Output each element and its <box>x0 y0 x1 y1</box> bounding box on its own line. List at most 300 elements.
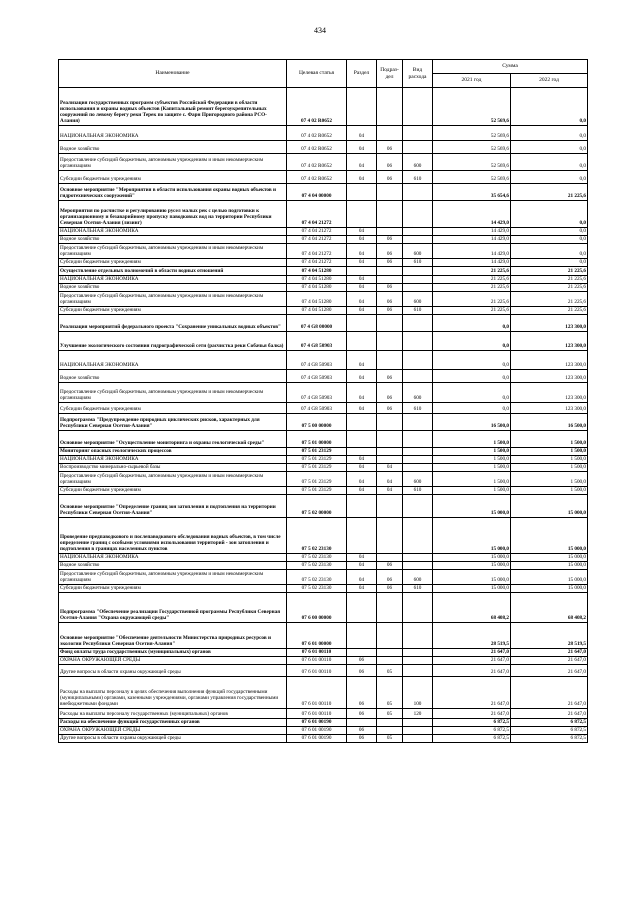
row-2022-cell: 21 647,0 <box>511 709 588 719</box>
row-2022-cell: 0,0 <box>511 154 588 171</box>
row-name-cell: НАЦИОНАЛЬНАЯ ЭКОНОМИКА <box>59 554 287 562</box>
row-2022-cell: 21 225,6 <box>511 267 588 276</box>
row-target-cell: 07 4 04 51280 <box>287 307 347 315</box>
row-2021-cell: 15 000,0 <box>433 562 511 570</box>
row-name-cell: Подпрограмма "Предупреждение природных циклических рисков, характерных для Республики Северная Осетия-Алания" <box>59 414 287 431</box>
row-target-cell: 07 6 01 00000 <box>287 623 347 649</box>
row-target-cell: 07 5 02 23130 <box>287 585 347 593</box>
row-name-cell: Подпрограмма "Обеспечение реализации Государственной программы Республики Северная Осетия-Алания "Охрана окружающей среды" <box>59 593 287 623</box>
row-2021-cell: 52 569,6 <box>433 126 511 141</box>
row-subsection-cell <box>377 593 403 623</box>
row-target-cell: 07 5 02 00000 <box>287 495 347 518</box>
row-type-cell <box>403 315 433 332</box>
row-section-cell: 04 <box>347 244 377 259</box>
row-2021-cell: 21 225,6 <box>433 276 511 284</box>
row-2021-cell: 21 647,0 <box>433 709 511 719</box>
row-target-cell: 07 5 01 23129 <box>287 472 347 487</box>
row-subsection-cell <box>377 623 403 649</box>
row-subsection-cell: 04 <box>377 464 403 472</box>
table-row <box>59 727 588 735</box>
row-subsection-cell: 06 <box>377 259 403 267</box>
row-2022-cell: 0,0 <box>511 171 588 184</box>
row-2021-cell: 1 500,0 <box>433 431 511 448</box>
row-type-cell: 610 <box>403 585 433 593</box>
table-row <box>59 236 588 244</box>
row-section-cell: 06 <box>347 709 377 719</box>
row-2022-cell: 6 872,5 <box>511 727 588 735</box>
table-row <box>59 677 588 709</box>
row-2021-cell: 15 000,0 <box>433 554 511 562</box>
row-section-cell: 04 <box>347 259 377 267</box>
row-name-cell: Предоставление субсидий бюджетным, автономным учреждениям и иным некоммерческим организациям <box>59 472 287 487</box>
row-name-cell: НАЦИОНАЛЬНАЯ ЭКОНОМИКА <box>59 456 287 464</box>
row-2021-cell: 14 429,0 <box>433 244 511 259</box>
row-type-cell <box>403 518 433 554</box>
row-target-cell: 07 5 01 00000 <box>287 431 347 448</box>
row-subsection-cell <box>377 456 403 464</box>
row-2022-cell: 1 500,0 <box>511 464 588 472</box>
row-name-cell: ОХРАНА ОКРУЖАЮЩЕЙ СРЕДЫ <box>59 657 287 665</box>
row-name-cell: Водное хозяйство <box>59 370 287 383</box>
row-type-cell <box>403 276 433 284</box>
row-type-cell <box>403 351 433 370</box>
row-name-cell: Основное мероприятие "Определение границ зон затопления и подтопления на территории Республики Северная Осетия-Алания" <box>59 495 287 518</box>
row-target-cell: 07 5 02 23130 <box>287 570 347 585</box>
row-subsection-cell <box>377 518 403 554</box>
row-type-cell <box>403 623 433 649</box>
row-2021-cell: 0,0 <box>433 351 511 370</box>
row-target-cell: 07 4 02 R0652 <box>287 154 347 171</box>
row-name-cell: Осуществление отдельных полномочий в области водных отношений <box>59 267 287 276</box>
row-target-cell: 07 6 01 00190 <box>287 719 347 727</box>
row-section-cell: 06 <box>347 735 377 743</box>
row-type-cell <box>403 456 433 464</box>
row-type-cell: 610 <box>403 307 433 315</box>
row-name-cell: Воспроизводство минерально-сырьевой базы <box>59 464 287 472</box>
table-row <box>59 709 588 719</box>
table-row <box>59 141 588 154</box>
row-target-cell: 07 6 01 00110 <box>287 657 347 665</box>
row-subsection-cell: 06 <box>377 403 403 414</box>
row-name-cell: НАЦИОНАЛЬНАЯ ЭКОНОМИКА <box>59 126 287 141</box>
table-row <box>59 649 588 657</box>
row-section-cell: 04 <box>347 236 377 244</box>
row-2022-cell: 123 300,0 <box>511 383 588 403</box>
table-row <box>59 735 588 743</box>
row-section-cell <box>347 649 377 657</box>
row-subsection-cell <box>377 88 403 126</box>
row-section-cell: 04 <box>347 307 377 315</box>
row-section-cell: 04 <box>347 126 377 141</box>
row-name-cell: НАЦИОНАЛЬНАЯ ЭКОНОМИКА <box>59 351 287 370</box>
row-target-cell: 07 4 04 51280 <box>287 292 347 307</box>
row-2022-cell: 0,0 <box>511 236 588 244</box>
row-2021-cell: 15 000,0 <box>433 495 511 518</box>
row-target-cell: 07 4 02 R0652 <box>287 88 347 126</box>
row-type-cell: 600 <box>403 154 433 171</box>
row-name-cell: Субсидии бюджетным учреждениям <box>59 585 287 593</box>
row-section-cell: 04 <box>347 570 377 585</box>
row-2022-cell: 15 000,0 <box>511 562 588 570</box>
row-2022-cell: 15 000,0 <box>511 518 588 554</box>
row-2022-cell: 21 647,0 <box>511 649 588 657</box>
row-type-cell: 610 <box>403 171 433 184</box>
row-section-cell <box>347 201 377 228</box>
row-type-cell: 600 <box>403 292 433 307</box>
row-subsection-cell <box>377 448 403 456</box>
row-target-cell: 07 4 04 51280 <box>287 284 347 292</box>
row-type-cell <box>403 228 433 236</box>
row-2021-cell: 52 569,6 <box>433 154 511 171</box>
row-name-cell: Реализация мероприятий федерального проекта "Сохранение уникальных водных объектов" <box>59 315 287 332</box>
row-2022-cell: 28 519,5 <box>511 623 588 649</box>
row-name-cell: Фонд оплаты труда государственных (муниципальных) органов <box>59 649 287 657</box>
row-type-cell: 100 <box>403 677 433 709</box>
table-row <box>59 351 588 370</box>
row-subsection-cell <box>377 276 403 284</box>
row-2021-cell: 6 872,5 <box>433 727 511 735</box>
row-target-cell: 07 4 02 R0652 <box>287 126 347 141</box>
table-row <box>59 370 588 383</box>
row-2022-cell: 15 000,0 <box>511 495 588 518</box>
row-name-cell: Предоставление субсидий бюджетным, автономным учреждениям и иным некоммерческим организациям <box>59 383 287 403</box>
row-subsection-cell <box>377 414 403 431</box>
table-row <box>59 554 588 562</box>
row-subsection-cell <box>377 184 403 201</box>
row-target-cell: 07 4 G8 50903 <box>287 332 347 351</box>
row-name-cell: Водное хозяйство <box>59 562 287 570</box>
row-name-cell: Субсидии бюджетным учреждениям <box>59 403 287 414</box>
row-2021-cell: 21 225,6 <box>433 307 511 315</box>
row-subsection-cell: 06 <box>377 383 403 403</box>
row-subsection-cell <box>377 431 403 448</box>
row-2021-cell: 14 429,0 <box>433 236 511 244</box>
row-subsection-cell <box>377 657 403 665</box>
budget-table <box>58 59 588 743</box>
row-target-cell: 07 5 01 23129 <box>287 448 347 456</box>
row-type-cell <box>403 88 433 126</box>
row-target-cell: 07 6 01 00190 <box>287 735 347 743</box>
row-section-cell: 04 <box>347 464 377 472</box>
row-2021-cell: 16 500,0 <box>433 414 511 431</box>
col-header-expense-type: Вид расхода <box>403 60 433 88</box>
table-row <box>59 201 588 228</box>
row-type-cell <box>403 593 433 623</box>
row-type-cell <box>403 184 433 201</box>
row-2022-cell: 0,0 <box>511 259 588 267</box>
row-target-cell: 07 4 G8 50903 <box>287 403 347 414</box>
table-row <box>59 431 588 448</box>
row-section-cell <box>347 267 377 276</box>
row-2021-cell: 1 500,0 <box>433 448 511 456</box>
row-subsection-cell <box>377 727 403 735</box>
row-name-cell: Водное хозяйство <box>59 284 287 292</box>
row-name-cell: Предоставление субсидий бюджетным, автономным учреждениям и иным некоммерческим организациям <box>59 292 287 307</box>
row-target-cell: 07 4 04 00000 <box>287 184 347 201</box>
row-subsection-cell: 06 <box>377 154 403 171</box>
row-section-cell: 04 <box>347 351 377 370</box>
row-target-cell: 07 5 02 23130 <box>287 562 347 570</box>
row-2021-cell: 14 429,0 <box>433 228 511 236</box>
row-subsection-cell: 06 <box>377 284 403 292</box>
row-2021-cell: 21 225,6 <box>433 267 511 276</box>
row-section-cell: 06 <box>347 657 377 665</box>
table-row <box>59 315 588 332</box>
row-2022-cell: 0,0 <box>511 126 588 141</box>
col-header-target: Целевая статья <box>287 60 347 88</box>
row-2022-cell: 123 300,0 <box>511 351 588 370</box>
row-target-cell: 07 4 02 R0652 <box>287 141 347 154</box>
row-section-cell <box>347 448 377 456</box>
row-2022-cell: 21 225,6 <box>511 292 588 307</box>
row-2022-cell: 16 500,0 <box>511 414 588 431</box>
row-name-cell: Мероприятия по расчистке и регулированию русел малых рек с целью подготовки к организационному и безаварийному пропуску паводковых вод на территории Республики Северная Осетия-Алания (лизинг) <box>59 201 287 228</box>
table-row <box>59 383 588 403</box>
row-subsection-cell <box>377 126 403 141</box>
row-2022-cell: 21 647,0 <box>511 677 588 709</box>
row-type-cell: 600 <box>403 472 433 487</box>
row-name-cell: Водное хозяйство <box>59 141 287 154</box>
table-row <box>59 154 588 171</box>
row-section-cell: 04 <box>347 154 377 171</box>
row-target-cell: 07 5 01 23129 <box>287 487 347 495</box>
row-section-cell: 06 <box>347 665 377 677</box>
row-section-cell: 04 <box>347 554 377 562</box>
row-subsection-cell: 06 <box>377 171 403 184</box>
row-2021-cell: 21 647,0 <box>433 665 511 677</box>
row-target-cell: 07 5 02 23130 <box>287 554 347 562</box>
row-2022-cell: 0,0 <box>511 88 588 126</box>
row-section-cell <box>347 315 377 332</box>
table-row <box>59 414 588 431</box>
row-type-cell: 600 <box>403 570 433 585</box>
row-type-cell <box>403 448 433 456</box>
row-section-cell: 04 <box>347 487 377 495</box>
row-section-cell: 04 <box>347 370 377 383</box>
row-subsection-cell <box>377 495 403 518</box>
row-name-cell: Предоставление субсидий бюджетным, автономным учреждениям и иным некоммерческим организациям <box>59 570 287 585</box>
table-row <box>59 495 588 518</box>
row-2021-cell: 1 500,0 <box>433 456 511 464</box>
table-row <box>59 259 588 267</box>
row-2022-cell: 15 000,0 <box>511 554 588 562</box>
row-subsection-cell: 05 <box>377 665 403 677</box>
row-section-cell: 04 <box>347 141 377 154</box>
row-2022-cell: 1 500,0 <box>511 487 588 495</box>
row-target-cell: 07 4 04 51280 <box>287 267 347 276</box>
col-header-subsection: Подраз-дел <box>377 60 403 88</box>
row-subsection-cell: 06 <box>377 562 403 570</box>
row-name-cell: Другие вопросы в области охраны окружающей среды <box>59 665 287 677</box>
row-2021-cell: 14 429,0 <box>433 201 511 228</box>
row-type-cell <box>403 431 433 448</box>
row-2021-cell: 14 429,0 <box>433 259 511 267</box>
row-name-cell: Основное мероприятие "Осуществление мониторинга и охраны геологической среды" <box>59 431 287 448</box>
row-section-cell: 04 <box>347 585 377 593</box>
row-2021-cell: 0,0 <box>433 315 511 332</box>
row-subsection-cell: 04 <box>377 472 403 487</box>
row-2022-cell: 21 225,6 <box>511 276 588 284</box>
row-subsection-cell: 06 <box>377 585 403 593</box>
row-2022-cell: 1 500,0 <box>511 456 588 464</box>
row-section-cell: 04 <box>347 292 377 307</box>
row-name-cell: Предоставление субсидий бюджетным, автономным учреждениям и иным некоммерческим организациям <box>59 154 287 171</box>
row-type-cell: 610 <box>403 403 433 414</box>
row-2022-cell: 0,0 <box>511 244 588 259</box>
row-section-cell: 06 <box>347 727 377 735</box>
table-row <box>59 657 588 665</box>
table-row <box>59 585 588 593</box>
row-2022-cell: 123 300,0 <box>511 370 588 383</box>
row-target-cell: 07 5 02 23130 <box>287 518 347 554</box>
row-type-cell <box>403 284 433 292</box>
col-header-sum: Сумма <box>433 60 588 74</box>
row-2022-cell: 21 647,0 <box>511 665 588 677</box>
row-2021-cell: 21 225,6 <box>433 292 511 307</box>
table-row <box>59 184 588 201</box>
row-type-cell <box>403 236 433 244</box>
row-2021-cell: 52 569,6 <box>433 141 511 154</box>
table-row <box>59 228 588 236</box>
row-section-cell <box>347 719 377 727</box>
table-row <box>59 623 588 649</box>
table-row <box>59 244 588 259</box>
table-row <box>59 126 588 141</box>
row-subsection-cell: 05 <box>377 677 403 709</box>
row-2021-cell: 0,0 <box>433 332 511 351</box>
table-row <box>59 403 588 414</box>
row-2021-cell: 35 654,6 <box>433 184 511 201</box>
row-type-cell <box>403 554 433 562</box>
row-subsection-cell: 05 <box>377 709 403 719</box>
page-number: 434 <box>314 26 326 35</box>
row-2022-cell: 123 300,0 <box>511 403 588 414</box>
table-row <box>59 518 588 554</box>
row-name-cell: Другие вопросы в области охраны окружающей среды <box>59 735 287 743</box>
row-2022-cell: 21 225,6 <box>511 307 588 315</box>
table-row <box>59 665 588 677</box>
row-type-cell <box>403 719 433 727</box>
row-name-cell: Проведение предпаводкового и послепаводкового обследования водных объектов, в том числе определение границ с особыми условиями использования территорий - зон затопления и подтопления в границах населенных пунктов <box>59 518 287 554</box>
row-section-cell <box>347 623 377 649</box>
row-section-cell: 04 <box>347 472 377 487</box>
row-type-cell <box>403 657 433 665</box>
row-name-cell: Реализация государственных программ субъектов Российской Федерации в области использования и охраны водных объектов (Капитальный ремонт берегоукрепительных сооружений по левому берегу реки Терек по защите с. Фарн Пригородного района РСО-Алания) <box>59 88 287 126</box>
row-section-cell <box>347 184 377 201</box>
row-2021-cell: 21 647,0 <box>433 657 511 665</box>
table-row <box>59 332 588 351</box>
row-2021-cell: 15 000,0 <box>433 518 511 554</box>
row-subsection-cell: 06 <box>377 141 403 154</box>
table-body <box>59 88 588 743</box>
row-subsection-cell <box>377 719 403 727</box>
row-2021-cell: 1 500,0 <box>433 487 511 495</box>
row-2022-cell: 21 647,0 <box>511 657 588 665</box>
row-2022-cell: 6 872,5 <box>511 735 588 743</box>
row-type-cell <box>403 267 433 276</box>
table-row <box>59 307 588 315</box>
row-name-cell: Предоставление субсидий бюджетным, автономным учреждениям и иным некоммерческим организациям <box>59 244 287 259</box>
table-row <box>59 593 588 623</box>
row-subsection-cell: 06 <box>377 570 403 585</box>
row-type-cell <box>403 649 433 657</box>
row-subsection-cell: 05 <box>377 735 403 743</box>
row-subsection-cell: 06 <box>377 236 403 244</box>
row-type-cell: 120 <box>403 709 433 719</box>
row-type-cell <box>403 665 433 677</box>
row-section-cell <box>347 414 377 431</box>
row-name-cell: Субсидии бюджетным учреждениям <box>59 307 287 315</box>
row-2022-cell: 1 500,0 <box>511 431 588 448</box>
row-subsection-cell: 06 <box>377 370 403 383</box>
row-type-cell <box>403 370 433 383</box>
row-2022-cell: 123 300,0 <box>511 332 588 351</box>
row-2021-cell: 68 408,2 <box>433 593 511 623</box>
row-2021-cell: 21 225,6 <box>433 284 511 292</box>
row-subsection-cell: 06 <box>377 244 403 259</box>
table-row <box>59 88 588 126</box>
row-2021-cell: 21 647,0 <box>433 677 511 709</box>
row-2022-cell: 15 000,0 <box>511 585 588 593</box>
table-row <box>59 456 588 464</box>
row-2021-cell: 0,0 <box>433 383 511 403</box>
row-name-cell: НАЦИОНАЛЬНАЯ ЭКОНОМИКА <box>59 276 287 284</box>
row-section-cell <box>347 518 377 554</box>
col-header-year-2022: 2022 год <box>511 74 588 88</box>
row-2022-cell: 1 500,0 <box>511 472 588 487</box>
row-section-cell: 04 <box>347 276 377 284</box>
row-subsection-cell <box>377 649 403 657</box>
row-subsection-cell: 06 <box>377 307 403 315</box>
row-name-cell: Водное хозяйство <box>59 236 287 244</box>
row-2021-cell: 1 500,0 <box>433 464 511 472</box>
row-section-cell: 04 <box>347 403 377 414</box>
col-header-section: Раздел <box>347 60 377 88</box>
table-row <box>59 448 588 456</box>
row-target-cell: 07 4 04 21272 <box>287 236 347 244</box>
row-type-cell: 610 <box>403 259 433 267</box>
row-type-cell <box>403 141 433 154</box>
row-type-cell <box>403 735 433 743</box>
row-2022-cell: 1 500,0 <box>511 448 588 456</box>
row-type-cell: 600 <box>403 244 433 259</box>
row-section-cell: 04 <box>347 456 377 464</box>
row-section-cell <box>347 332 377 351</box>
row-name-cell: ОХРАНА ОКРУЖАЮЩЕЙ СРЕДЫ <box>59 727 287 735</box>
row-2022-cell: 6 872,5 <box>511 719 588 727</box>
row-2021-cell: 6 872,5 <box>433 719 511 727</box>
row-section-cell <box>347 593 377 623</box>
table-row <box>59 292 588 307</box>
row-2022-cell: 0,0 <box>511 201 588 228</box>
row-2021-cell: 0,0 <box>433 370 511 383</box>
row-type-cell <box>403 332 433 351</box>
row-2021-cell: 0,0 <box>433 403 511 414</box>
row-section-cell: 04 <box>347 383 377 403</box>
row-name-cell: Субсидии бюджетным учреждениям <box>59 487 287 495</box>
row-type-cell <box>403 126 433 141</box>
table-row <box>59 284 588 292</box>
row-name-cell: Улучшение экологического состояния гидрографической сети (расчистка реки Собачья балка) <box>59 332 287 351</box>
table-row <box>59 464 588 472</box>
col-header-name: Наименование <box>59 60 287 88</box>
table-row <box>59 276 588 284</box>
row-target-cell: 07 6 01 00110 <box>287 649 347 657</box>
row-section-cell <box>347 88 377 126</box>
row-type-cell <box>403 727 433 735</box>
row-name-cell: Расходы на выплаты персоналу государственных (муниципальных) органов <box>59 709 287 719</box>
row-target-cell: 07 6 01 00190 <box>287 727 347 735</box>
